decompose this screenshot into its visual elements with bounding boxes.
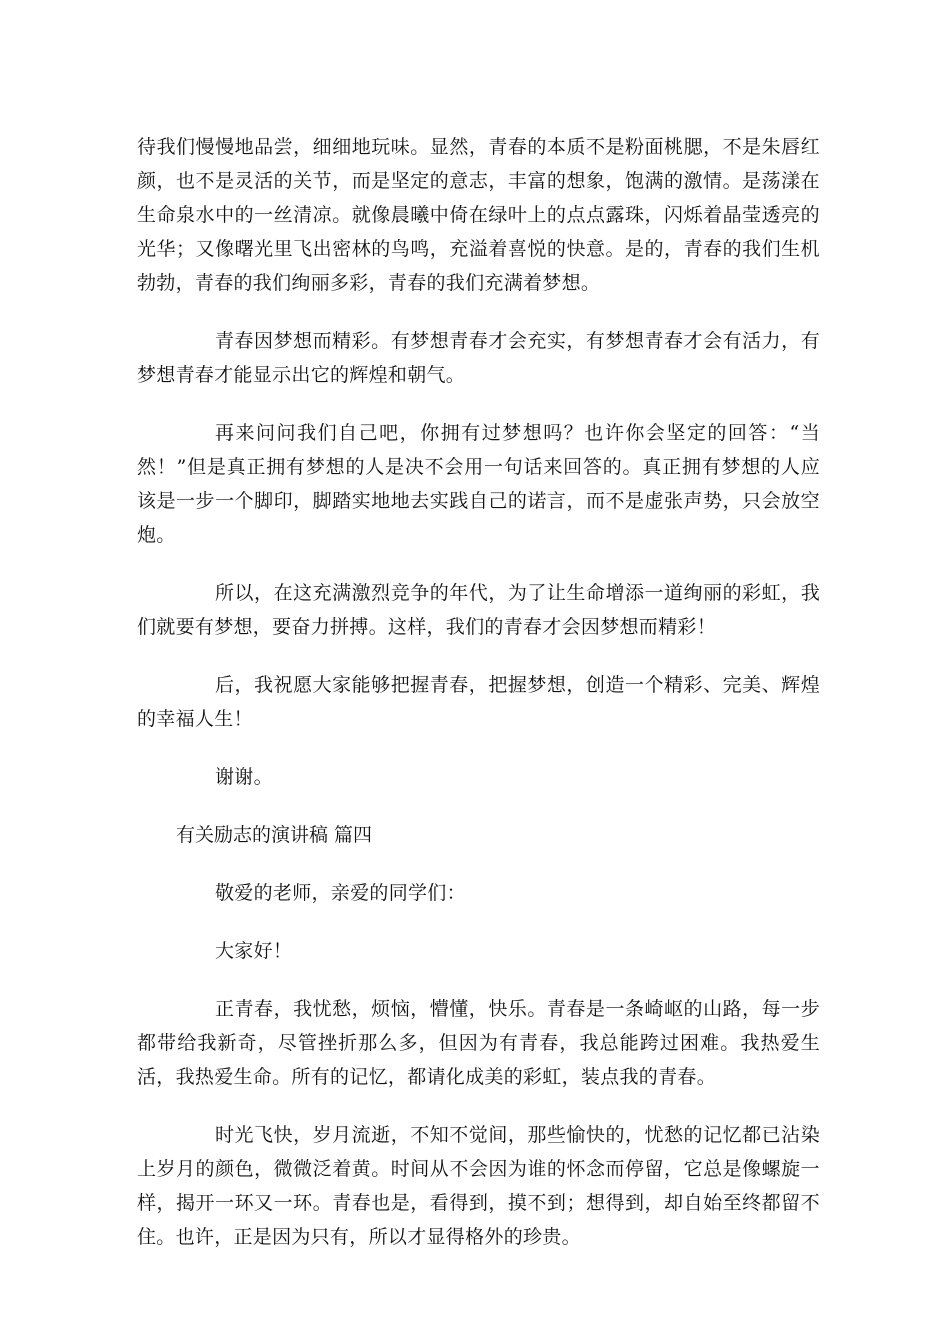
paragraph-4: 所以，在这充满激烈竞争的年代，为了让生命增添一道绚丽的彩虹，我们就要有梦想，要奋力拼搏。这样，我们的青春才会因梦想而精彩！ (137, 582, 820, 638)
paragraph-1: 待我们慢慢地品尝，细细地玩味。显然，青春的本质不是粉面桃腮，不是朱唇红颜，也不是灵活的关节，而是坚定的意志，丰富的想象，饱满的激情。是荡漾在生命泉水中的一丝清凉。就像晨曦中倚在绿叶上的点点露珠，闪烁着晶莹透亮的光华；又像曙光里飞出密林的鸟鸣，充溢着喜悦的快意。是的，青春的我们生机勃勃，青春的我们绚丽多彩，青春的我们充满着梦想。 (137, 136, 820, 294)
paragraph-gap (137, 644, 820, 668)
paragraph-gap (137, 794, 820, 818)
paragraph-7: 正青春，我忧愁，烦恼，懵懂，快乐。青春是一条崎岖的山路，每一步都带给我新奇，尽管挫折那么多，但因为有青春，我总能跨过困难。我热爱生活，我热爱生命。所有的记忆，都请化成美的彩虹，装点我的青春。 (137, 998, 820, 1088)
paragraph-gap (137, 300, 820, 324)
paragraph-3: 再来问问我们自己吧，你拥有过梦想吗？也许你会坚定的回答：“当然！”但是真正拥有梦想的人是决不会用一句话来回答的。真正拥有梦想的人应该是一步一个脚印，脚踏实地地去实践自己的诺言，而不是虚张声势，只会放空炮。 (137, 422, 820, 546)
document-body (137, 130, 820, 1254)
paragraph-5: 后，我祝愿大家能够把握青春，把握梦想，创造一个精彩、完美、辉煌的幸福人生！ (137, 674, 820, 730)
paragraph-gap (137, 736, 820, 760)
paragraph-6: 谢谢。 (215, 766, 273, 788)
paragraph-8: 时光飞快，岁月流逝，不知不觉间，那些愉快的，忧愁的记忆都已沾染上岁月的颜色，微微泛着黄。时间从不会因为谁的怀念而停留，它总是像螺旋一样，揭开一环又一环。青春也是，看得到，摸不到；想得到，却自始至终都留不住。也许，正是因为只有，所以才显得格外的珍贵。 (137, 1124, 820, 1248)
paragraph-2: 青春因梦想而精彩。有梦想青春才会充实，有梦想青春才会有活力，有梦想青春才能显示出它的辉煌和朝气。 (137, 330, 820, 386)
greeting: 大家好！ (215, 940, 293, 962)
paragraph-gap (137, 968, 820, 992)
paragraph-gap (137, 552, 820, 576)
paragraph-gap (137, 910, 820, 934)
paragraph-gap (137, 1094, 820, 1118)
salutation: 敬爱的老师，亲爱的同学们： (215, 882, 466, 904)
paragraph-gap (137, 852, 820, 876)
paragraph-gap (137, 392, 820, 416)
section-heading: 有关励志的演讲稿 篇四 (176, 824, 373, 846)
